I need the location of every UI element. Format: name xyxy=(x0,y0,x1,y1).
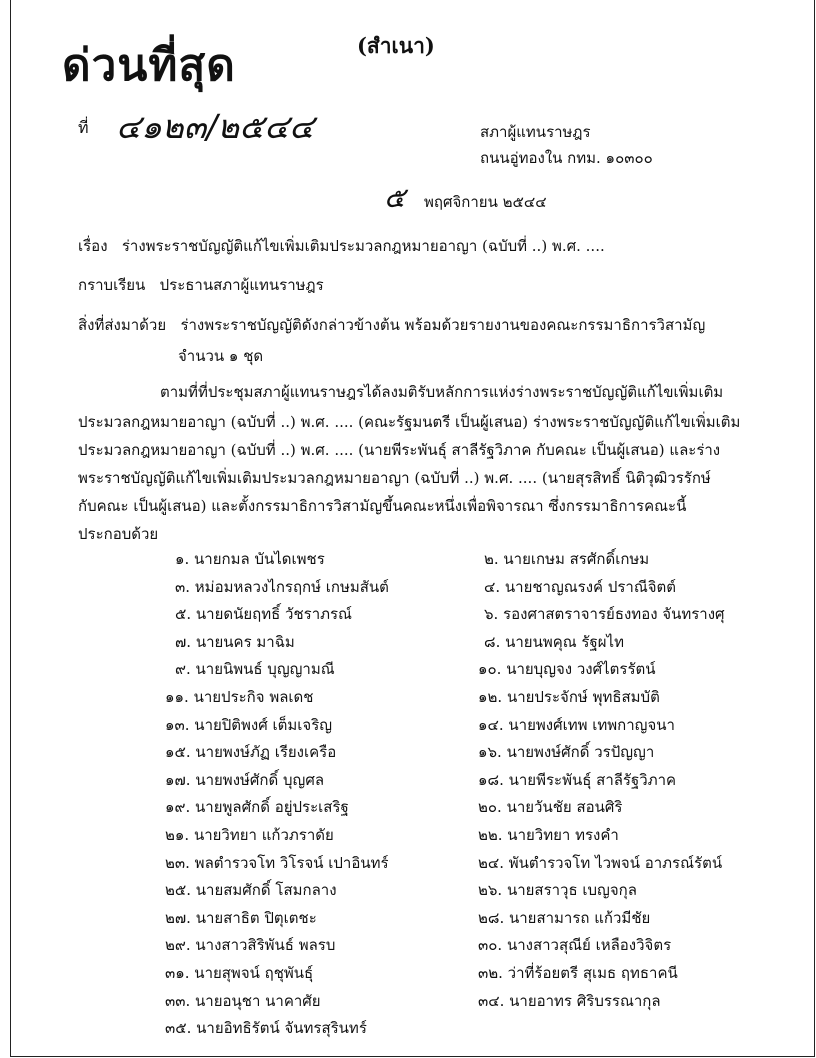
date-day: ๕ xyxy=(384,181,406,214)
committee-member: ๑๓. นายปิติพงศ์ เต็มเจริญ xyxy=(165,716,333,734)
committee-member: ๒๖. นายสราวุธ เบญจกุล xyxy=(478,881,637,899)
committee-member: ๑๙. นายพูลศักดิ์ อยู่ประเสริฐ xyxy=(165,798,349,816)
committee-member: ๑๒. นายประจักษ์ พุทธิสมบัติ xyxy=(478,688,660,706)
subject-label: เรื่อง xyxy=(78,237,108,255)
copy-mark: (สำเนา) xyxy=(357,33,435,58)
committee-member: ๒๒. นายวิทยา ทรงคำ xyxy=(478,826,619,844)
committee-member: ๑๐. นายบุญจง วงศ์ไตรรัตน์ xyxy=(478,660,656,678)
salutation-text: ประธานสภาผู้แทนราษฎร xyxy=(159,276,324,294)
body-line: พระราชบัญญัติแก้ไขเพิ่มเติมประมวลกฎหมายอาญา (ฉบับที่ ..) พ.ศ. .... (นายสุรสิทธิ์ นิติวุฒิวรรักษ์ xyxy=(78,469,711,487)
committee-member: ๓๕. นายอิทธิรัตน์ จันทรสุรินทร์ xyxy=(165,1019,367,1037)
address-line-1: สภาผู้แทนราษฎร xyxy=(480,123,591,141)
salutation-line xyxy=(78,273,324,297)
committee-member: ๑. นายกมล บันไดเพชร xyxy=(175,550,325,568)
committee-member: ๖. รองศาสตราจารย์ธงทอง จันทรางศุ xyxy=(484,605,725,623)
committee-member: ๑๑. นายประกิจ พลเดช xyxy=(165,688,314,706)
enclosure-text: ร่างพระราชบัญญัติดังกล่าวข้างต้น พร้อมด้วยรายงานของคณะกรรมาธิการวิสามัญ xyxy=(180,316,706,334)
enclosure-label: สิ่งที่ส่งมาด้วย xyxy=(78,316,167,334)
body-line: ประกอบด้วย xyxy=(78,525,159,543)
address-line-2: ถนนอู่ทองใน กทม. ๑๐๓๐๐ xyxy=(480,149,653,167)
committee-member: ๗. นายนคร มาฉิม xyxy=(175,633,295,651)
committee-member: ๒๐. นายวันชัย สอนศิริ xyxy=(478,798,623,816)
committee-member: ๓. หม่อมหลวงไกรฤกษ์ เกษมสันต์ xyxy=(175,578,389,596)
committee-member: ๒. นายเกษม สรศักดิ์เกษม xyxy=(484,550,650,568)
subject-text: ร่างพระราชบัญญัติแก้ไขเพิ่มเติมประมวลกฎหมายอาญา (ฉบับที่ ..) พ.ศ. .... xyxy=(121,237,605,255)
committee-member: ๙. นายนิพนธ์ บุญญามณี xyxy=(175,660,335,678)
committee-member: ๓๒. ว่าที่ร้อยตรี สุเมธ ฤทธาคนี xyxy=(478,964,678,982)
body-line: กับคณะ เป็นผู้เสนอ) และตั้งกรรมาธิการวิสามัญขึ้นคณะหนึ่งเพื่อพิจารณา ซึ่งกรรมาธิการคณะนี้ xyxy=(78,497,687,515)
committee-member: ๒๑. นายวิทยา แก้วภราดัย xyxy=(165,826,334,844)
doc-number-label: ที่ xyxy=(78,118,89,137)
committee-member: ๓๐. นางสาวสุณีย์ เหลืองวิจิตร xyxy=(478,936,672,954)
committee-member: ๑๖. นายพงษ์ศักดิ์ วรปัญญา xyxy=(478,743,655,761)
committee-member: ๑๕. นายพงษ์ภัฏ เรียงเครือ xyxy=(165,743,337,761)
committee-member: ๒๕. นายสมศักดิ์ โสมกลาง xyxy=(165,881,337,899)
committee-member: ๘. นายนพคุณ รัฐผไท xyxy=(484,633,624,651)
date-month-year: พฤศจิกายน ๒๕๔๔ xyxy=(424,193,547,211)
committee-member: ๑๘. นายพีระพันธุ์ สาลีรัฐวิภาค xyxy=(478,771,677,789)
committee-member: ๑๔. นายพงศ์เทพ เทพกาญจนา xyxy=(478,716,675,734)
committee-member: ๕. นายดนัยฤทธิ์ วัชราภรณ์ xyxy=(175,605,352,623)
committee-member: ๓๔. นายอาทร ศิริบรรณากุล xyxy=(478,992,661,1010)
committee-member: ๓๓. นายอนุชา นาคาศัย xyxy=(165,992,321,1010)
committee-member: ๔. นายชาญณรงค์ ปราณีจิตต์ xyxy=(484,578,677,596)
committee-member: ๒๘. นายสามารถ แก้วมีชัย xyxy=(478,909,651,927)
committee-member: ๑๗. นายพงษ์ศักดิ์ บุญศล xyxy=(165,771,325,789)
enclosure-line-1 xyxy=(78,313,705,337)
body-line: ประมวลกฎหมายอาญา (ฉบับที่ ..) พ.ศ. .... (นายพีระพันธุ์ สาลีรัฐวิภาค กับคณะ เป็นผู้เสนอ) และร่าง xyxy=(78,441,721,459)
salutation-label: กราบเรียน xyxy=(78,276,146,294)
committee-member: ๓๑. นายสุพจน์ ฤชุพันธุ์ xyxy=(165,964,314,982)
urgency-stamp: ด่วนที่สุด xyxy=(62,40,236,91)
committee-member: ๒๙. นางสาวสิริพันธ์ พลรบ xyxy=(165,936,336,954)
doc-number: ๔๑๒๓/๒๕๔๔ xyxy=(116,107,315,146)
committee-member: ๒๔. พันตำรวจโท ไวพจน์ อาภรณ์รัตน์ xyxy=(478,854,723,872)
body-line: ตามที่ที่ประชุมสภาผู้แทนราษฎรได้ลงมติรับหลักการแห่งร่างพระราชบัญญัติแก้ไขเพิ่มเติม xyxy=(160,383,724,401)
subject-line xyxy=(78,234,605,258)
committee-member: ๒๗. นายสาธิต ปิตุเตชะ xyxy=(165,909,317,927)
enclosure-line-2: จำนวน ๑ ชุด xyxy=(178,347,264,365)
body-line: ประมวลกฎหมายอาญา (ฉบับที่ ..) พ.ศ. .... (คณะรัฐมนตรี เป็นผู้เสนอ) ร่างพระราชบัญญัติแก้ไขเพิ่มเติม xyxy=(78,413,741,431)
committee-member: ๒๓. พลตำรวจโท วิโรจน์ เปาอินทร์ xyxy=(165,854,389,872)
